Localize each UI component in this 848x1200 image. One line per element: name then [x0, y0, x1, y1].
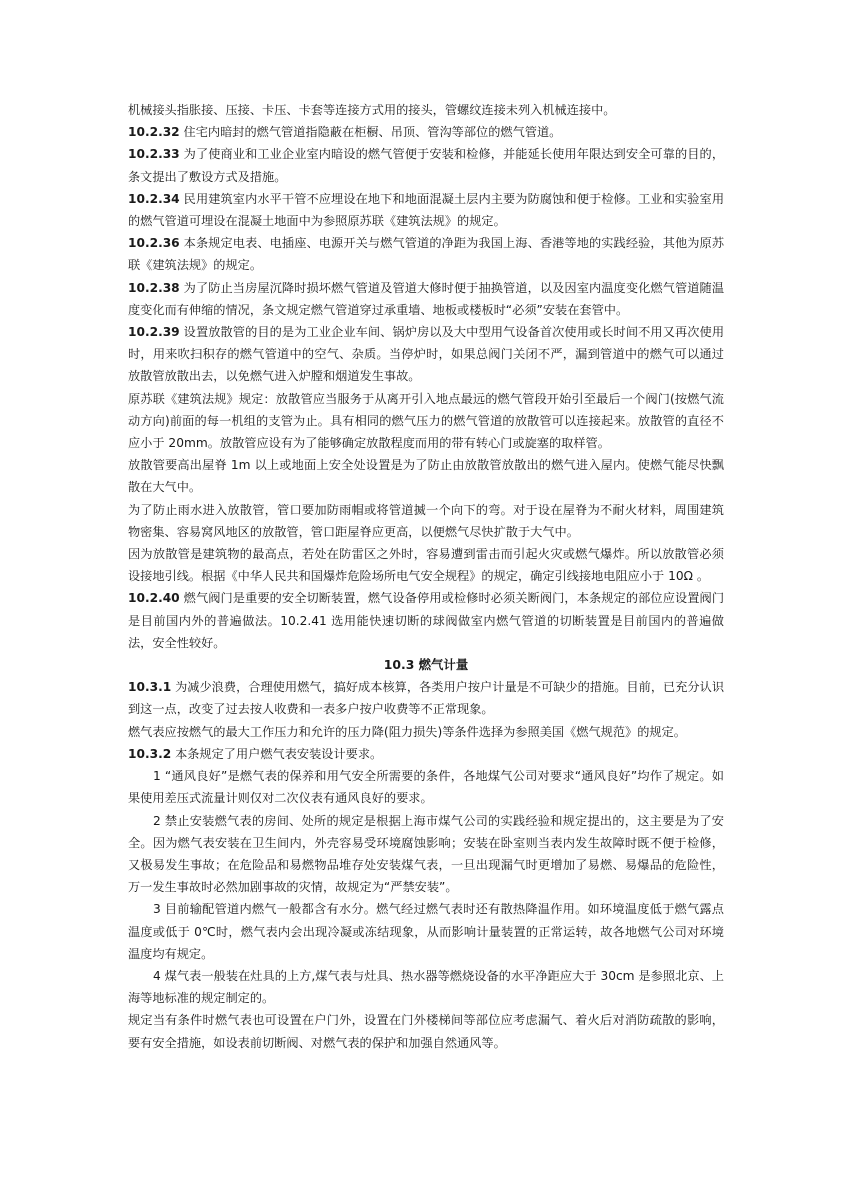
list-item: [128, 898, 724, 965]
clause-text: 本条规定电表、电插座、电源开关与燃气管道的净距为我国上海、香港等地的实践经验，其他为原苏联《建筑法规》的规定。: [128, 236, 725, 273]
clause-10-2-32: [128, 121, 724, 143]
clause-number: 10.2.39: [128, 325, 180, 340]
clause-number: 10.2.38: [128, 280, 180, 295]
clause-text: 燃气阀门是重要的安全切断装置，燃气设备停用或检修时必须关断阀门，本条规定的部位应设置阀门是目前国内外的普遍做法。10.2.41 选用能快速切断的球阀做室内燃气管道的切断装置是目前国内的普遍做法，安全性较好。: [128, 591, 725, 650]
clause-10-2-33: [128, 143, 724, 187]
clause-10-2-36: [128, 232, 724, 276]
clause-text: 民用建筑室内水平干管不应埋设在地下和地面混凝土层内主要为防腐蚀和便于检修。工业和实验室用的燃气管道可埋设在混凝土地面中为参照原苏联《建筑法规》的规定。: [128, 191, 725, 229]
clause-number: 10.2.33: [128, 147, 180, 162]
clause-text: 为了防止当房屋沉降时损坏燃气管道及管道大修时便于抽换管道，以及因室内温度变化燃气管道随温度变化而有伸缩的情况，条文规定燃气管道穿过承重墙、地板或楼板时“必须”安装在套管中。: [128, 280, 725, 317]
paragraph: [128, 543, 724, 587]
list-item-text: 1 “通风良好”是燃气表的保养和用气安全所需要的条件，各地煤气公司对要求“通风良好”均作了规定。如果使用差压式流量计则仅对二次仪表有通风良好的要求。: [128, 769, 724, 806]
list-item: [128, 810, 724, 899]
paragraph: [128, 721, 724, 743]
paragraph-text: 燃气表应按燃气的最大工作压力和允许的压力降(阻力损失)等条件选择为参照美国《燃气规范》的规定。: [128, 724, 686, 739]
clause-10-2-38: [128, 277, 724, 321]
clause-text: 住宅内暗封的燃气管道指隐蔽在柜橱、吊顶、管沟等部位的燃气管道。: [183, 125, 562, 140]
clause-text: 设置放散管的目的是为工业企业车间、锅炉房以及大中型用气设备首次使用或长时间不用又再次使用时，用来吹扫积存的燃气管道中的空气、杂质。当停炉时，如果总阀门关闭不严，漏到管道中的燃气可以通过放散管放散出去，以免燃气进入炉膛和烟道发生事故。: [128, 325, 725, 384]
paragraph-text: 因为放散管是建筑物的最高点，若处在防雷区之外时，容易遭到雷击而引起火灾或燃气爆炸。所以放散管必须设接地引线。根据《中华人民共和国爆炸危险场所电气安全规程》的规定，确定引线接地电阻应小于 10Ω 。: [128, 547, 724, 584]
list-item: [128, 965, 724, 1009]
paragraph-text: 放散管要高出屋脊 1m 以上或地面上安全处设置是为了防止由放散管放散出的燃气进入屋内。使燃气能尽快飘散在大气中。: [128, 458, 724, 495]
paragraph: [128, 499, 724, 543]
clause-10-2-34: [128, 188, 724, 232]
clause-10-2-39: [128, 321, 724, 388]
clause-text: 为了使商业和工业企业室内暗设的燃气管便于安装和检修，并能延长使用年限达到安全可靠的目的，条文提出了敷设方式及措施。: [128, 147, 725, 184]
paragraph: [128, 1009, 724, 1053]
list-item-text: 3 目前输配管道内燃气一般都含有水分。燃气经过燃气表时还有散热降温作用。如环境温度低于燃气露点温度或低于 0℃时，燃气表内会出现冷凝或冻结现象，从而影响计量装置的正常运转，故各地燃气公司对环境温度均有规定。: [128, 902, 724, 961]
clause-number: 10.2.40: [128, 591, 180, 606]
clause-number: 10.2.36: [128, 236, 180, 251]
paragraph: [128, 99, 724, 121]
clause-10-3-1: [128, 676, 724, 720]
list-item-text: 2 禁止安装燃气表的房间、处所的规定是根据上海市煤气公司的实践经验和规定提出的，这主要是为了安全。因为燃气表安装在卫生间内，外壳容易受环境腐蚀影响；安装在卧室则当表内发生故障时既不便于检修，又极易发生事故；在危险品和易燃物品堆存处安装煤气表，一旦出现漏气时更增加了易燃、易爆品的危险性，万一发生事故时必然加剧事故的灾情，故规定为“严禁安装”。: [128, 813, 724, 895]
clause-10-3-2: [128, 743, 724, 765]
clause-text: 本条规定了用户燃气表安装设计要求。: [175, 746, 383, 761]
paragraph-text: 原苏联《建筑法规》规定：放散管应当服务于从离开引入地点最远的燃气管段开始引至最后一个阀门(按燃气流动方向)前面的每一机组的支管为止。具有相同的燃气压力的燃气管道的放散管可以连接起来。放散管的直径不应小于 20mm。放散管应设有为了能够确定放散程度而用的带有转心门或旋塞的取样管。: [128, 391, 724, 451]
paragraph: [128, 454, 724, 498]
clause-number: 10.3.2: [128, 746, 172, 761]
paragraph-text: 为了防止雨水进入放散管，管口要加防雨帽或将管道揻一个向下的弯。对于设在屋脊为不耐火材料，周围建筑物密集、容易窝风地区的放散管，管口距屋脊应更高，以便燃气尽快扩散于大气中。: [128, 502, 724, 539]
document-page: [128, 99, 724, 1054]
clause-10-2-40: [128, 587, 724, 654]
clause-text: 为减少浪费，合理使用燃气，搞好成本核算，各类用户按户计量是不可缺少的措施。目前，已充分认识到这一点，改变了过去按人收费和一表多户按户收费等不正常现象。: [128, 680, 725, 717]
clause-number: 10.3.1: [128, 680, 172, 695]
clause-number: 10.2.34: [128, 191, 180, 206]
paragraph: [128, 388, 724, 455]
paragraph-text: 机械接头指胀接、压接、卡压、卡套等连接方式用的接头，管螺纹连接未列入机械连接中。: [128, 103, 616, 117]
section-heading: 10.3 燃气计量: [383, 657, 469, 673]
list-item-text: 4 煤气表一般装在灶具的上方,煤气表与灶具、热水器等燃烧设备的水平净距应大于 30cm 是参照北京、上海等地标准的规定制定的。: [128, 968, 724, 1006]
clause-number: 10.2.32: [128, 125, 180, 140]
list-item: [128, 765, 724, 809]
paragraph-text: 规定当有条件时燃气表也可设置在户门外，设置在门外楼梯间等部位应考虑漏气、着火后对消防疏散的影响，要有安全措施，如设表前切断阀、对燃气表的保护和加强自然通风等。: [128, 1013, 724, 1050]
